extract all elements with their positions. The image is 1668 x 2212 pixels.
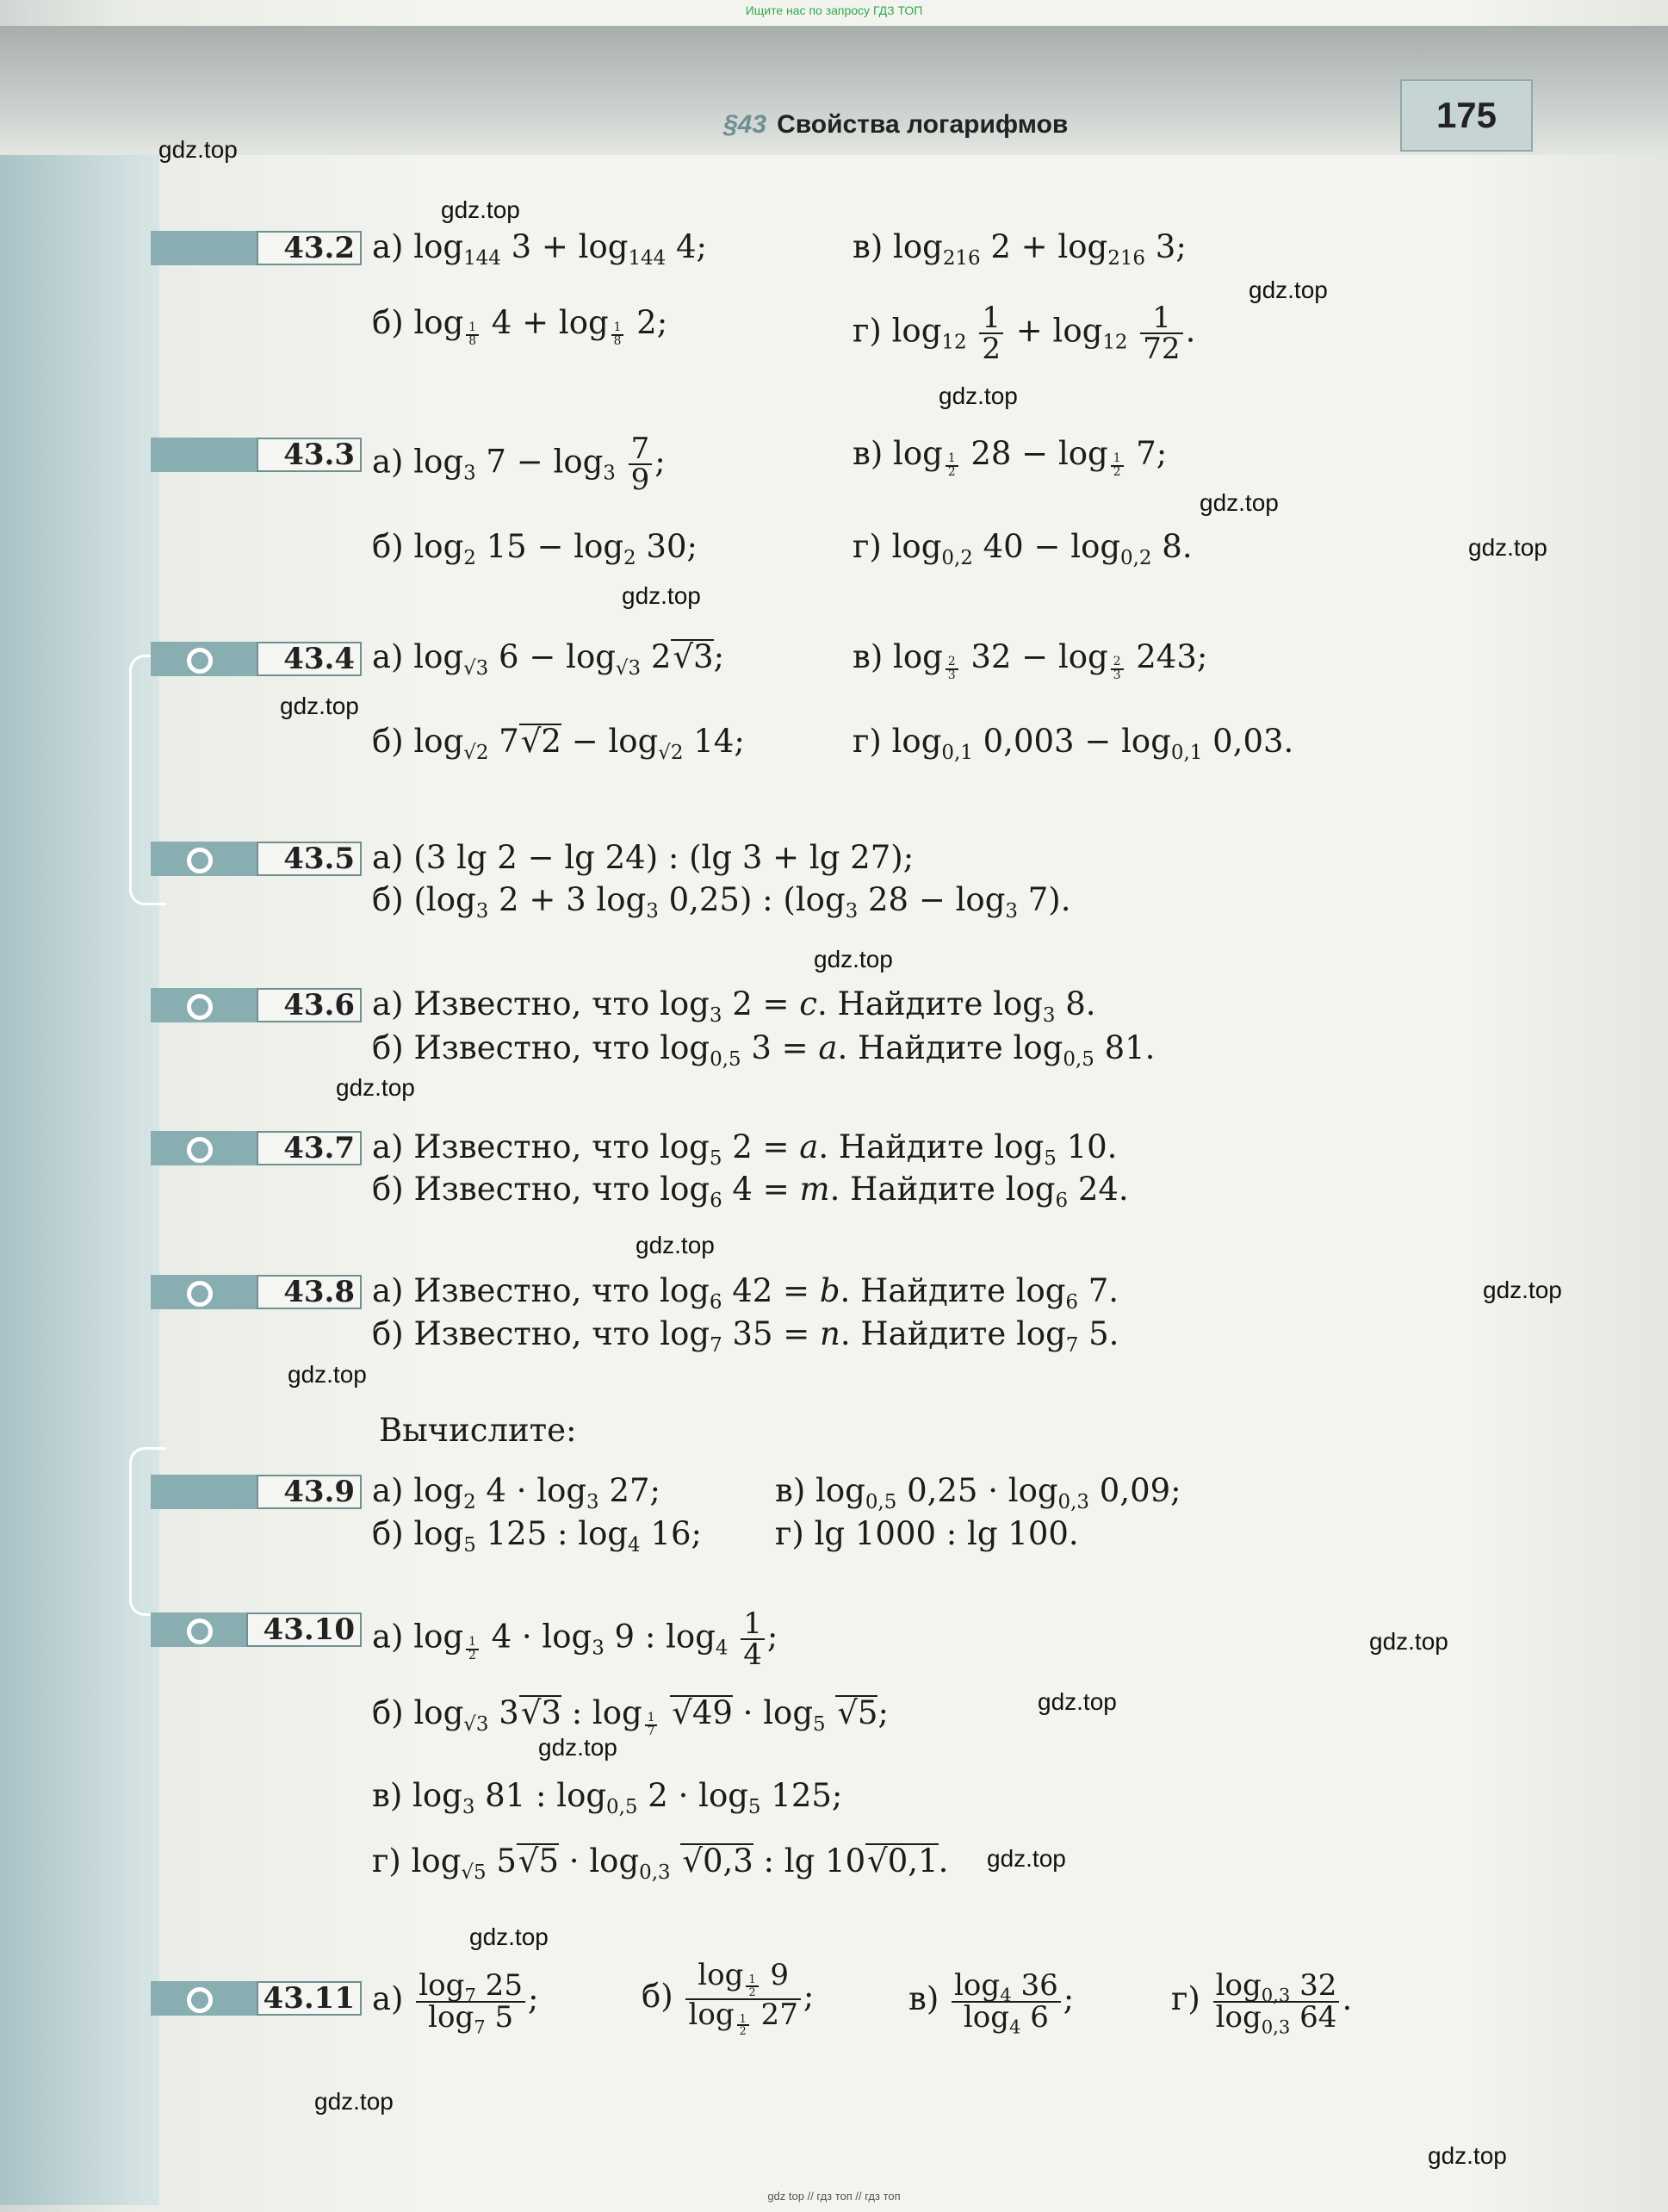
gdz-watermark: gdz.top xyxy=(1468,534,1547,561)
text-find: Найдите xyxy=(857,1029,1003,1066)
gdz-watermark: gdz.top xyxy=(469,1923,549,1950)
problem-number: 43.11 xyxy=(257,1981,362,2016)
problem-43-11-a: а) $\frac{\log_7 25}{\log_7 5}$ ; xyxy=(372,1968,539,2037)
problem-43-9-v: в) $\log_{0,5} 0,25 \cdot \log_{0,3} 0,09$; xyxy=(775,1472,1181,1514)
circle-icon xyxy=(187,994,213,1020)
text-find: Найдите xyxy=(837,985,983,1022)
problem-tag xyxy=(151,231,362,265)
problem-43-4-g: г) $\log_{0,1} 0,003 - \log_{0,1} 0,03$. xyxy=(853,723,1294,765)
group-bracket xyxy=(129,1447,166,1616)
problem-43-8-b: б) Известно, что $\log_7 35 = n$. Найдите $\log_7 5$. xyxy=(372,1315,1119,1358)
problem-number: 43.7 xyxy=(257,1131,362,1165)
problem-43-8-a: а) Известно, что $\log_6 42 = b$. Найдите $\log_6 7$. xyxy=(372,1272,1119,1314)
problem-43-4-a: а) $\log_{√3} 6 - \log_{√3} 2√3$; xyxy=(372,638,725,680)
gdz-watermark: gdz.top xyxy=(538,1734,617,1761)
gdz-watermark: gdz.top xyxy=(987,1845,1066,1872)
gdz-watermark: gdz.top xyxy=(1038,1688,1117,1715)
problem-tag xyxy=(151,988,362,1022)
problem-43-9-a: а) $\log_2 4 \cdot \log_3 27$; xyxy=(372,1472,660,1514)
problem-43-11-g: г) $\frac{\log_{0,3} 32}{\log_{0,3} 64}$ . xyxy=(1171,1968,1353,2037)
problem-43-10-a: а) log $_{\frac{1}{2}}$ $4 \cdot \log_3 9$ : $\log_4$ $\frac{1}{4}$ ; xyxy=(372,1606,778,1673)
section-title: Свойства логарифмов xyxy=(777,110,1069,139)
instruction-text: Вычислите: xyxy=(379,1412,577,1449)
text-known: Известно, что xyxy=(413,1029,650,1066)
problem-tag xyxy=(151,1131,362,1165)
gdz-watermark: gdz.top xyxy=(314,2088,394,2115)
gdz-watermark: gdz.top xyxy=(1369,1628,1448,1655)
problem-number: 43.2 xyxy=(257,231,362,265)
text-find: Найдите xyxy=(860,1272,1006,1309)
text-known: Известно, что xyxy=(413,1171,650,1208)
problem-43-2-b: б) log $_{\frac{1}{8}}$ 4 + log $_{\frac{1}{8}}$ 2; xyxy=(372,304,668,349)
problem-tag xyxy=(151,642,362,676)
problem-43-7-b: б) Известно, что $\log_6 4 = m$. Найдите $\log_6 24$. xyxy=(372,1171,1129,1213)
circle-icon xyxy=(187,648,213,674)
problem-43-10-v: в) $\log_3 81$ : $\log_{0,5} 2 \cdot \log_5 125$; xyxy=(372,1777,843,1819)
section-header xyxy=(723,110,1068,140)
problem-tag xyxy=(151,842,362,876)
gdz-watermark: gdz.top xyxy=(622,582,701,609)
side-strip xyxy=(0,155,159,2205)
problem-tag xyxy=(151,1275,362,1309)
section-number: §43 xyxy=(723,110,767,139)
problem-43-10-g: г) $\log_{√5} 5√5 \cdot \log_{0,3} √0,3$ : lg 10√0,1. xyxy=(372,1842,949,1885)
problem-43-5-a: а) (3 lg 2 − lg 24) : (lg 3 + lg 27); xyxy=(372,839,915,876)
gdz-watermark: gdz.top xyxy=(158,136,238,163)
problem-43-11-b: б) log $_{\frac{1}{2}}$ 9 log $_{\frac{1}{2}}$ 27 ; xyxy=(642,1957,815,2038)
text-known: Известно, что xyxy=(413,1128,650,1165)
problem-number: 43.9 xyxy=(257,1475,362,1509)
gdz-watermark: gdz.top xyxy=(336,1074,415,1101)
problem-tag xyxy=(151,438,362,472)
problem-43-2-g: г) $\log_{12}$ $\frac{1}{2}$ + $\log_{12}$ $\frac{1}{72}$ . xyxy=(853,301,1196,367)
problem-43-2-a: а) $\log_{144} 3 + \log_{144} 4$; xyxy=(372,228,708,270)
text-find: Найдите xyxy=(860,1315,1007,1352)
problem-43-9-b: б) $\log_5 125$ : $\log_4 16$; xyxy=(372,1515,702,1557)
problem-43-5-b: б) ($\log_3$ 2 + 3 $\log_3 0,25$) : ($\log_3$ $28 - \log_3 7$). xyxy=(372,881,1071,923)
circle-icon xyxy=(187,1137,213,1163)
problem-number: 43.8 xyxy=(257,1275,362,1309)
problem-43-6-b: б) Известно, что $\log_{0,5} 3 = a$. Найдите $\log_{0,5} 81$. xyxy=(372,1029,1156,1072)
gdz-watermark: gdz.top xyxy=(636,1232,715,1258)
problem-43-3-a: а) $\log_3 7 - \log_3$ $\frac{7}{9}$ ; xyxy=(372,432,666,498)
problem-number: 43.10 xyxy=(246,1612,362,1647)
problem-43-3-v: в) log $_{\frac{1}{2}}$ 28 − log $_{\frac{1}{2}}$ 7; xyxy=(853,435,1168,480)
problem-43-3-b: б) $\log_2 15 - \log_2 30$; xyxy=(372,528,698,570)
page-number: 175 xyxy=(1400,79,1533,152)
text-known: Известно, что xyxy=(413,1272,650,1309)
circle-icon xyxy=(187,1619,213,1644)
problem-tag xyxy=(151,1981,362,2016)
text-known: Известно, что xyxy=(413,985,650,1022)
gdz-watermark: gdz.top xyxy=(814,946,893,972)
problem-number: 43.3 xyxy=(257,438,362,472)
problem-43-2-v: в) $\log_{216} 2 + \log_{216} 3$; xyxy=(853,228,1187,270)
problem-43-7-a: а) Известно, что $\log_5 2 = a$. Найдите $\log_5 10$. xyxy=(372,1128,1118,1171)
problem-number: 43.6 xyxy=(257,988,362,1022)
gdz-watermark: gdz.top xyxy=(288,1361,367,1388)
gdz-watermark: gdz.top xyxy=(1483,1277,1562,1303)
text-known: Известно, что xyxy=(413,1315,650,1352)
problem-number: 43.4 xyxy=(257,642,362,676)
watermark-top: Ищите нас по запросу ГДЗ ТОП xyxy=(745,3,923,17)
problem-43-4-b: б) $\log_{√2} 7√2 - \log_{√2} 14$; xyxy=(372,723,745,765)
gdz-watermark: gdz.top xyxy=(1200,489,1279,516)
problem-43-6-a: а) Известно, что $\log_3 2 = c$. Найдите $\log_3 8$. xyxy=(372,985,1096,1028)
gdz-watermark: gdz.top xyxy=(280,693,359,719)
gdz-watermark: gdz.top xyxy=(939,382,1018,409)
text-find: Найдите xyxy=(838,1128,984,1165)
watermark-bottom: gdz top // гдз топ // гдз топ xyxy=(767,2190,901,2203)
circle-icon xyxy=(187,1281,213,1307)
problem-43-3-g: г) $\log_{0,2} 40 - \log_{0,2} 8$. xyxy=(853,528,1193,570)
problem-43-10-b: б) $\log_{√3} 3√3$ : log $_{\frac{1}{7}}$ $√49 \cdot \log_5 √5$; xyxy=(372,1694,889,1739)
problem-43-11-v: в) $\frac{\log_4 36}{\log_4 6}$ ; xyxy=(908,1968,1075,2037)
problem-tag xyxy=(151,1612,362,1647)
gdz-watermark: gdz.top xyxy=(441,196,520,223)
problem-tag xyxy=(151,1475,362,1509)
circle-icon xyxy=(187,1987,213,2013)
problem-43-9-g: г) lg 1000 : lg 100. xyxy=(775,1515,1079,1552)
text-find: Найдите xyxy=(850,1171,995,1208)
problem-43-4-v: в) log $_{\frac{2}{3}}$ 32 − log $_{\frac{2}{3}}$ 243; xyxy=(853,638,1208,683)
gdz-watermark: gdz.top xyxy=(1249,276,1328,303)
gdz-watermark: gdz.top xyxy=(1428,2142,1507,2169)
problem-number: 43.5 xyxy=(257,842,362,876)
circle-icon xyxy=(187,848,213,873)
